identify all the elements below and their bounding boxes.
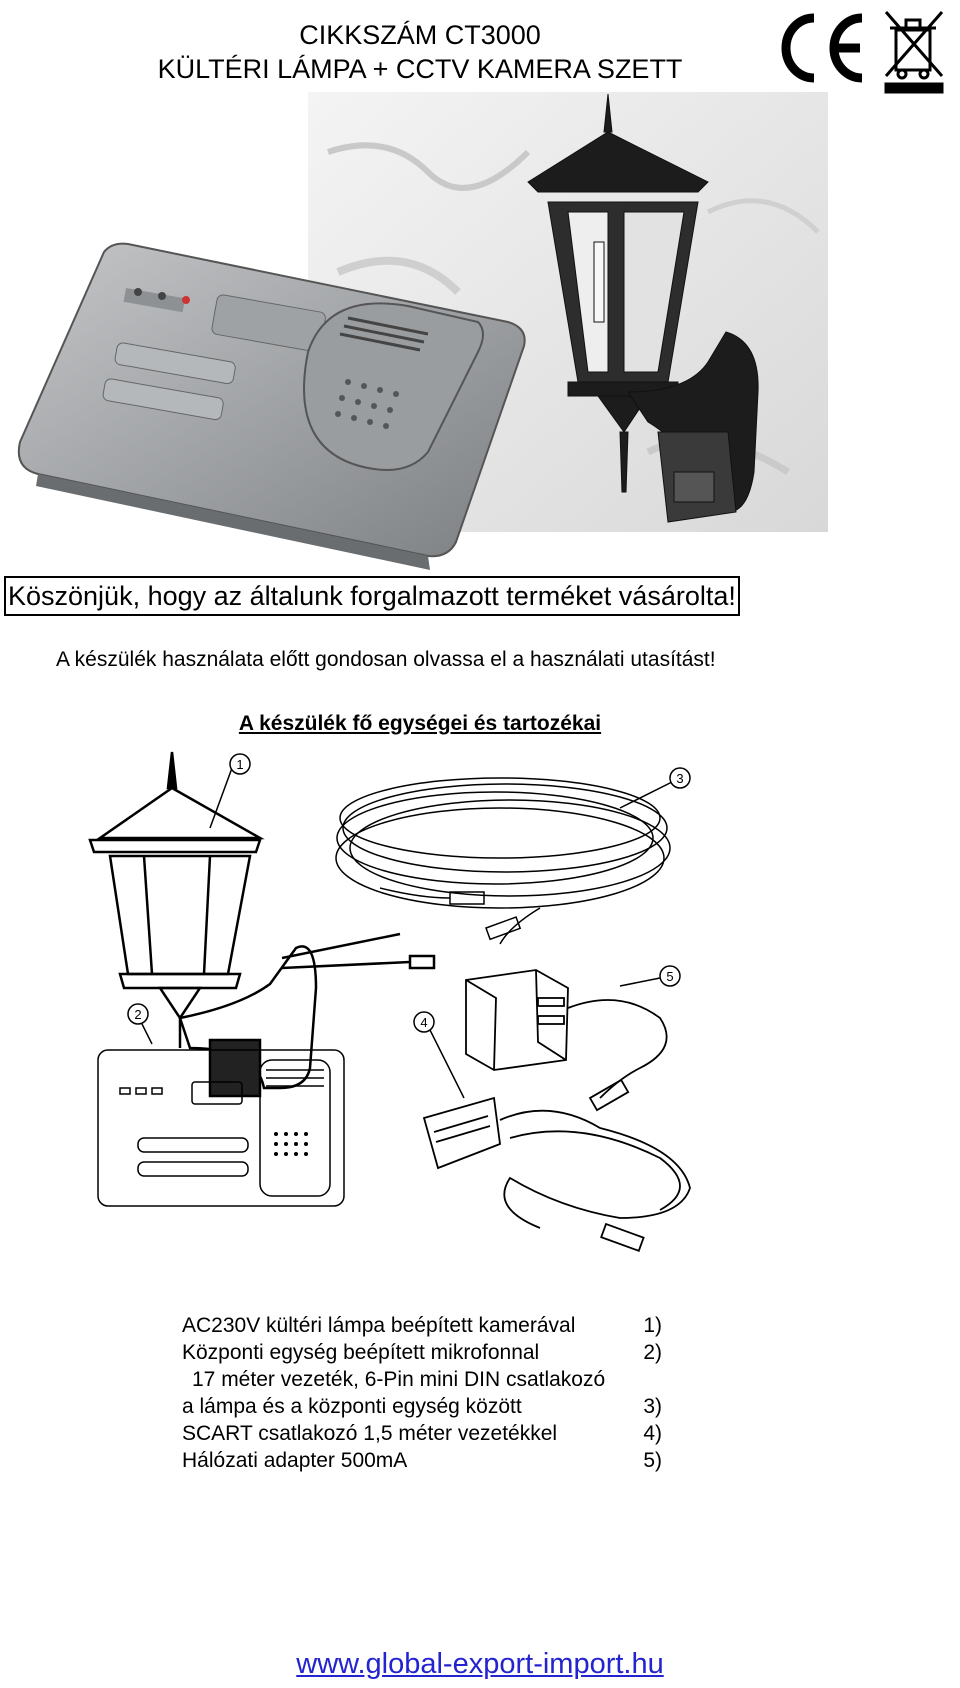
- part-description: SCART csatlakozó 1,5 méter vezetékkel: [182, 1422, 558, 1445]
- callout-3: [620, 768, 690, 808]
- callout-1: [210, 754, 250, 828]
- callout-4: [414, 1012, 464, 1098]
- callout-2: [128, 1004, 152, 1044]
- part-description: Hálózati adapter 500mA: [182, 1449, 408, 1472]
- callout-3-label: 3: [676, 771, 684, 786]
- parts-drawing: [80, 748, 760, 1308]
- part-number: 2): [643, 1341, 662, 1364]
- read-manual-note: A készülék használata előtt gondosan olvassa el a használati utasítást!: [56, 648, 716, 671]
- part-description: 17 méter vezeték, 6-Pin mini DIN csatlakozó: [192, 1368, 606, 1391]
- product-photo: [8, 92, 828, 572]
- part-description: Központi egység beépített mikrofonnal: [182, 1341, 540, 1364]
- adapter-drawing: [466, 970, 667, 1110]
- callout-4-label: 4: [420, 1015, 428, 1030]
- scart-cable-drawing: [424, 1098, 690, 1251]
- page-title: [100, 18, 740, 86]
- ce-mark-icon: [786, 18, 862, 78]
- parts-list-item: [182, 1366, 662, 1393]
- callout-5: [620, 966, 680, 986]
- title-line-2: KÜLTÉRI LÁMPA + CCTV KAMERA SZETT: [157, 54, 683, 84]
- part-number: 1): [643, 1314, 662, 1337]
- parts-list-item: [182, 1312, 662, 1339]
- parts-list-item: [182, 1447, 662, 1474]
- lantern-drawing: [90, 752, 434, 1096]
- section-heading: A készülék fő egységei és tartozékai: [238, 712, 602, 735]
- parts-list-item: [182, 1339, 662, 1366]
- part-description: AC230V kültéri lámpa beépített kamerával: [182, 1314, 576, 1337]
- callout-2-label: 2: [134, 1007, 142, 1022]
- title-line-1: CIKKSZÁM CT3000: [299, 20, 541, 50]
- thank-you-message: Köszönjük, hogy az általunk forgalmazott terméket vásárolta!: [4, 576, 740, 616]
- parts-list-item: [182, 1393, 662, 1420]
- part-number: 3): [643, 1395, 662, 1418]
- callout-5-label: 5: [666, 969, 674, 984]
- weee-bin-icon: [886, 12, 942, 92]
- callout-1-label: 1: [236, 757, 244, 772]
- certification-logos: [770, 4, 960, 94]
- part-number: 5): [643, 1449, 662, 1472]
- part-description: a lámpa és a központi egység között: [182, 1395, 522, 1418]
- website-link[interactable]: www.global-export-import.hu: [296, 1648, 664, 1680]
- part-number: 4): [643, 1422, 662, 1445]
- parts-list-item: [182, 1420, 662, 1447]
- parts-list: [182, 1312, 662, 1474]
- cable-coil-drawing: [336, 778, 670, 944]
